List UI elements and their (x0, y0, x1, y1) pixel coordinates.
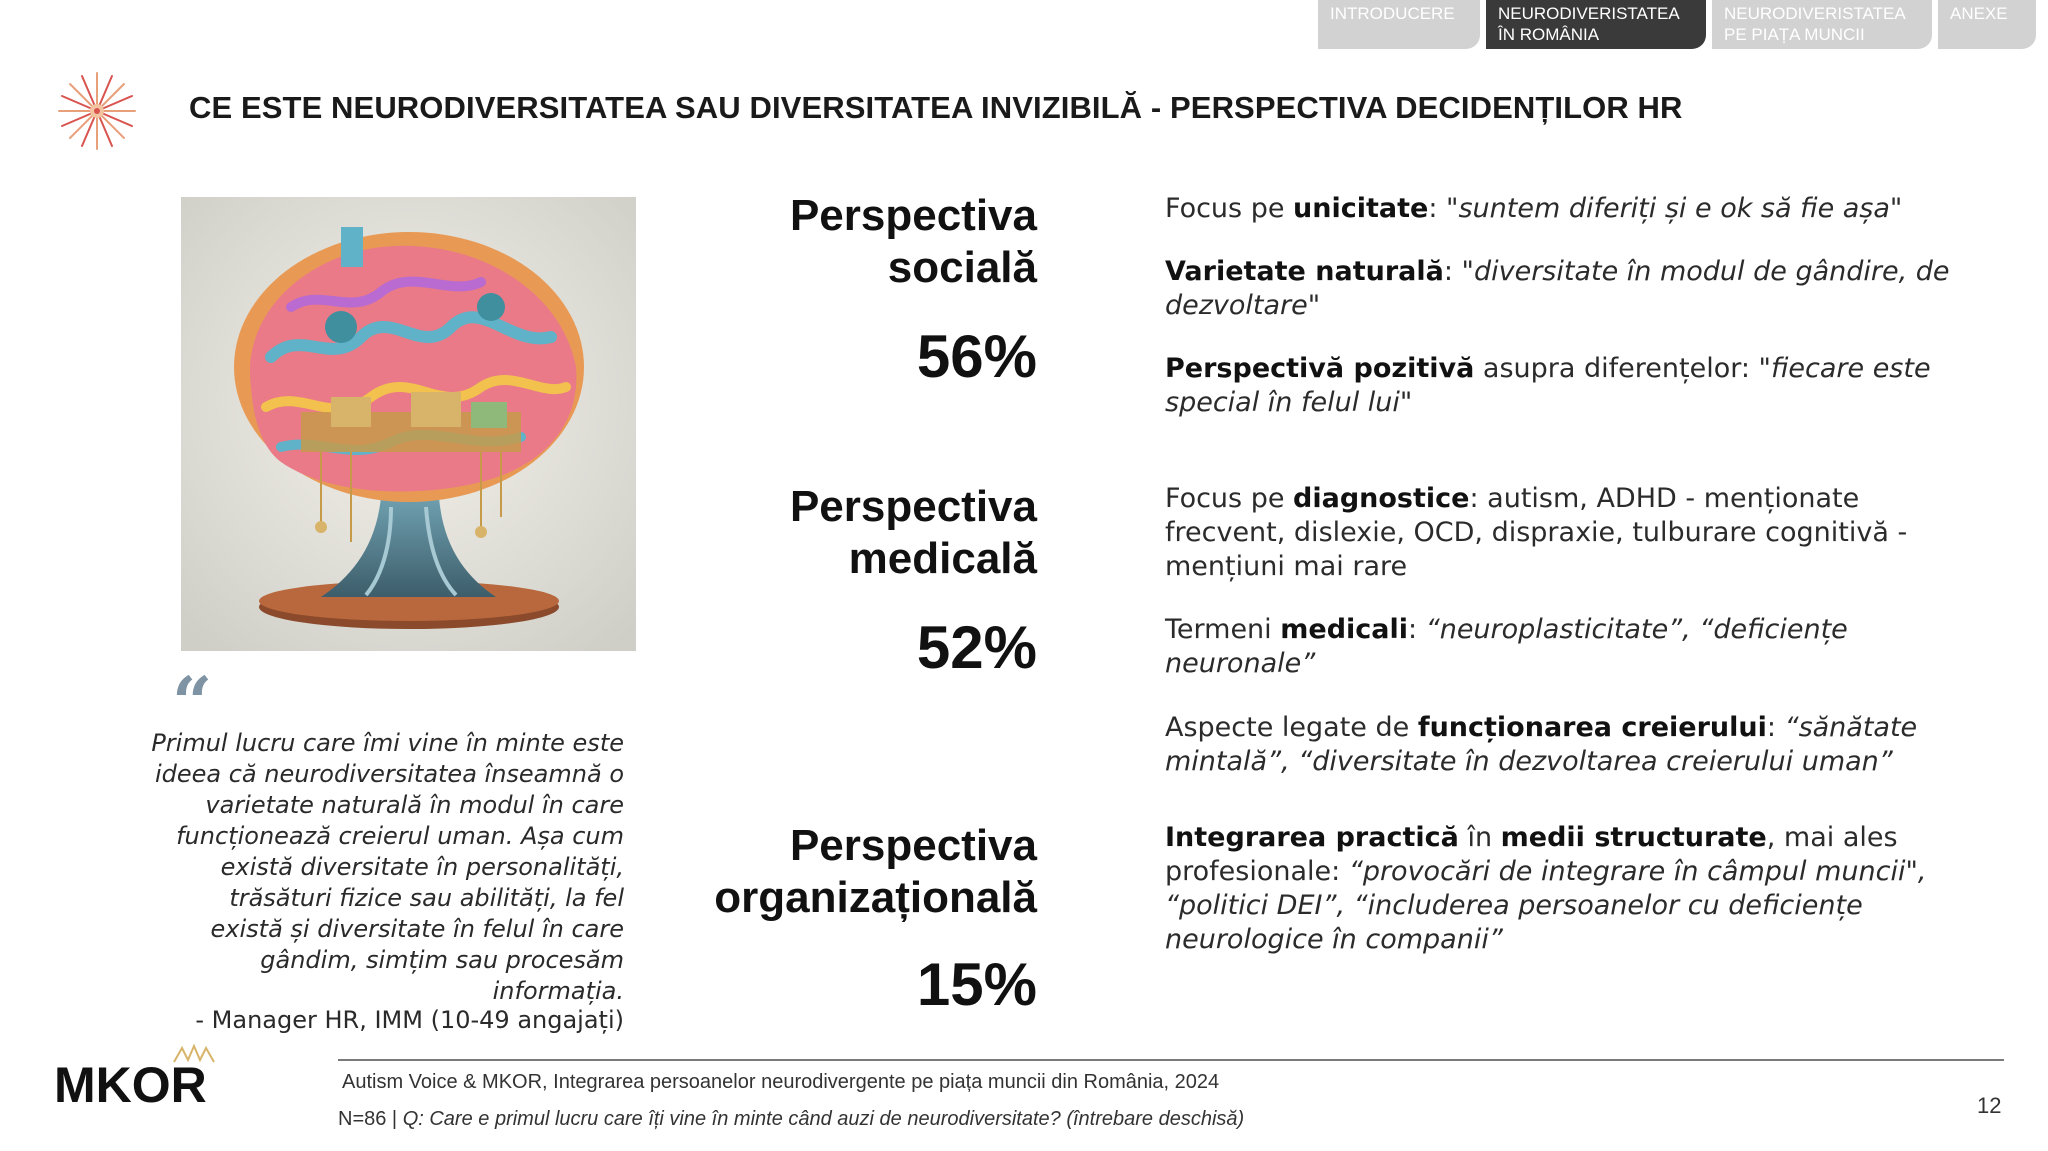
tab-label-line1: NEURODIVERISTATEA (1724, 4, 1906, 23)
description-item (1165, 711, 1985, 779)
perspective-title-line2: socială (887, 243, 1037, 292)
perspective-medical (790, 481, 1037, 681)
sample-size: N=86 | (338, 1108, 403, 1130)
perspective-title-line1: Perspectiva (789, 482, 1037, 531)
description-item (1165, 352, 1985, 420)
testimonial-quote: Primul lucru care îmi vine în minte este ideea că neurodiversitatea înseamnă o varietate naturală în modul în care funcționează creierul uman. Așa cum există diversitate în personalități, trăsături fizice sau abilități, la fel există și diversitate în felul în care gândim, simțim sau procesăm informația. (151, 729, 624, 1005)
desc-text: , mai ales profesionale: (1165, 822, 1898, 887)
tab-label-line1: NEURODIVERISTATEA (1498, 4, 1680, 23)
mkor-logo (54, 1040, 246, 1110)
desc-keyword: Perspectivă pozitivă (1165, 353, 1475, 384)
brain-tree-illustration (181, 197, 636, 651)
description-item (1165, 613, 1985, 681)
description-item (1165, 482, 1985, 584)
desc-text: în (1458, 822, 1501, 853)
desc-text: : autism, ADHD - menționate frecvent, dislexie, OCD, dispraxie, tulburare cognitivă - mențiuni mai rare (1165, 483, 1908, 582)
desc-keyword: medii structurate (1500, 822, 1767, 853)
desc-citation: “provocări de integrare în câmpul muncii", “politici DEI”, “includerea persoanelor cu deficiențe neurologice în companii” (1165, 856, 1927, 955)
brand-wordmark: MKOR (54, 1057, 207, 1110)
perspective-percentage: 56% (916, 323, 1037, 390)
desc-text: : (1443, 256, 1462, 287)
desc-text: Focus pe (1165, 193, 1294, 224)
desc-citation: "suntem diferiți și e ok să fie așa" (1446, 193, 1903, 224)
desc-text: : (1766, 712, 1785, 743)
tab-label: INTRODUCERE (1330, 4, 1455, 23)
desc-keyword: Integrarea practică (1165, 822, 1459, 853)
desc-text: Aspecte legate de (1165, 712, 1418, 743)
desc-citation: "diversitate în modul de gândire, de dezvoltare" (1165, 256, 1950, 321)
page-number: 12 (1977, 1093, 2002, 1118)
tab-anexe[interactable] (1938, 0, 2036, 49)
tab-label-line2: ÎN ROMÂNIA (1498, 25, 1600, 44)
sun-burst-icon (56, 70, 138, 152)
perspective-title-line1: Perspectiva (789, 821, 1037, 870)
desc-keyword: funcționarea creierului (1417, 712, 1767, 743)
perspective-title-line2: organizațională (714, 873, 1037, 922)
desc-citation: “sănătate mintală”, “diversitate în dezvoltarea creierului uman” (1165, 712, 1918, 777)
desc-text: Focus pe (1165, 483, 1294, 514)
desc-text: Termeni (1165, 614, 1281, 645)
sample-question (338, 1108, 1244, 1131)
desc-text: asupra diferențelor: (1474, 353, 1759, 384)
source-citation: Autism Voice & MKOR, Integrarea persoanelor neurodivergente pe piața muncii din România, 2024 (342, 1071, 1220, 1093)
desc-keyword: unicitate (1293, 193, 1429, 224)
desc-keyword: diagnostice (1293, 483, 1470, 514)
description-item (1165, 821, 1985, 957)
perspective-title-line2: medicală (848, 534, 1037, 583)
description-item (1165, 255, 1985, 323)
desc-text: : (1428, 193, 1447, 224)
tab-neurodiversitatea-in-romania[interactable] (1486, 0, 1706, 49)
footer-divider (338, 1059, 2004, 1061)
tab-label: ANEXE (1950, 4, 2008, 23)
description-item (1165, 192, 1985, 226)
survey-question: Q: Care e primul lucru care îți vine în minte când auzi de neurodiversitate? (întrebare deschisă) (402, 1108, 1245, 1130)
perspective-social (790, 190, 1037, 390)
testimonial-author: - Manager HR, IMM (10-49 angajați) (195, 1006, 624, 1034)
tab-label-line2: PE PIAȚA MUNCII (1724, 25, 1865, 44)
desc-citation: “neuroplasticitate”, “deficiențe neuronale” (1165, 614, 1848, 679)
desc-citation: "fiecare este special în felul lui" (1165, 353, 1931, 418)
desc-text: : (1408, 614, 1426, 645)
desc-keyword: medicali (1280, 614, 1409, 645)
page-title: CE ESTE NEURODIVERSITATEA SAU DIVERSITATEA INVIZIBILĂ - PERSPECTIVA DECIDENȚILOR HR (189, 90, 1683, 125)
perspective-percentage: 15% (916, 951, 1037, 1018)
perspective-organizational (714, 820, 1037, 1018)
perspective-title-line1: Perspectiva (789, 191, 1037, 240)
tab-introducere[interactable] (1318, 0, 1480, 49)
desc-keyword: Varietate naturală (1165, 256, 1444, 287)
tab-neurodiversitatea-pe-piata-muncii[interactable] (1712, 0, 1932, 49)
quote-mark-icon: “ (172, 661, 213, 744)
perspective-percentage: 52% (916, 614, 1037, 681)
